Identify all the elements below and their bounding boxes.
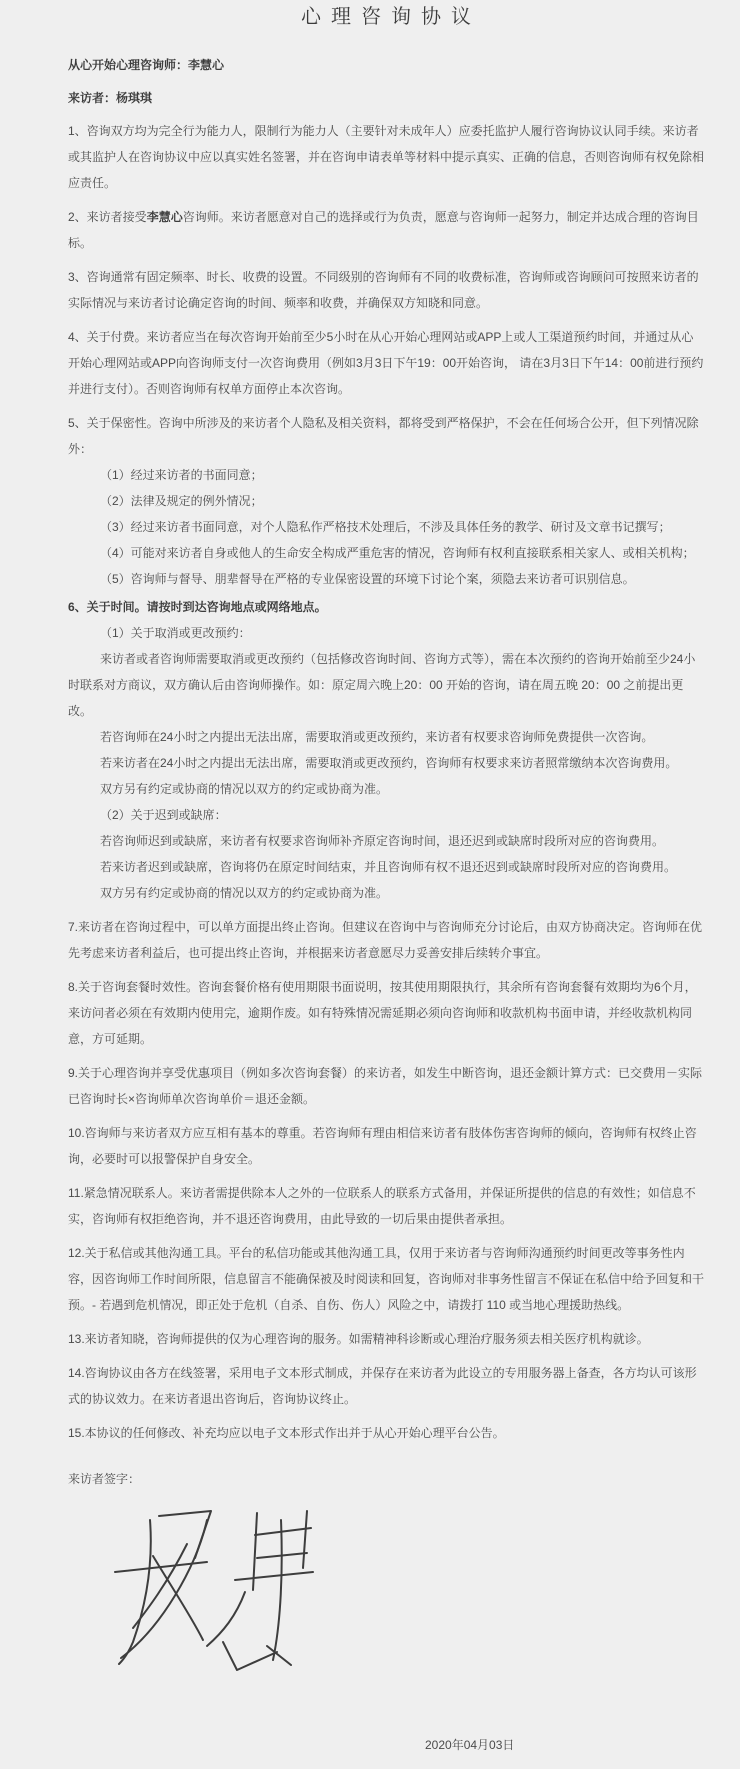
clause-6-sub2-item-3: 双方另有约定或协商的情况以双方的约定或协商为准。 [100,886,389,900]
clause-6-sub2-item-2: 若来访者迟到或缺席，咨询将仍在原定时间结束，并且咨询师有权不退还迟到或缺席时段所对应的咨询费用。 [100,860,677,874]
clause-2-pre: 2、来访者接受 [68,210,147,224]
clause-3: 3、咨询通常有固定频率、时长、收费的设置。不同级别的咨询师有不同的收费标准，咨询师或咨询顾问可按照来访者的实际情况与来访者讨论确定咨询的时间、频率和收费，并确保双方知晓和同意。 [68,270,699,310]
clause-11: 11.紧急情况联系人。来访者需提供除本人之外的一位联系人的联系方式备用，并保证所提供的信息的有效性；如信息不实，咨询师有权拒绝咨询，并不退还咨询费用，由此导致的一切后果由提供者承担。 [68,1186,696,1226]
client-line: 来访者：杨琪琪 [68,91,153,105]
clause-4: 4、关于付费。来访者应当在每次咨询开始前至少5小时在从心开始心理网站或APP上或人工渠道预约时间，并通过从心开始心理网站或APP向咨询师支付一次咨询费用（例如3月3日下午19：00开始咨询， 请在3月3日下午14：00前进行预约并进行支付）。否则咨询师有权单方面停止本次咨询。 [68,330,704,396]
clause-6-sub1-item-3: 若来访者在24小时之内提出无法出席，需要取消或更改预约，咨询师有权要求来访者照常缴纳本次咨询费用。 [100,756,678,770]
counselor-line: 从心开始心理咨询师：李慧心 [68,58,225,72]
clause-12: 12.关于私信或其他沟通工具。平台的私信功能或其他沟通工具，仅用于来访者与咨询师沟通预约时间更改等事务性内容，因咨询师工作时间所限，信息留言不能确保被及时阅读和回复，咨询师对非事务性留言不保证在私信中给予回复和干预。- 若遇到危机情况，即正处于危机（自杀、自伤、伤人）风险之中，请拨打 110 或当地心理援助热线。 [68,1246,705,1312]
clause-8: 8.关于咨询套餐时效性。咨询套餐价格有使用期限书面说明，按其使用期限执行，其余所有咨询套餐有效期均为6个月，来访问者必须在有效期内使用完，逾期作废。如有特殊情况需延期必须向咨询师和收款机构书面申请，并经收款机构同意，方可延期。 [68,980,697,1046]
clause-5 [68,410,704,592]
clause-2-counselor-name: 李慧心 [146,210,183,224]
clause-5-item-4: （4）可能对来访者自身或他人的生命安全构成严重危害的情况，咨询师有权利直接联系相关家人、或相关机构； [100,546,695,560]
clause-6-sub2-title: （2）关于迟到或缺席： [100,808,227,822]
clause-13: 13.来访者知晓，咨询师提供的仅为心理咨询的服务。如需精神科诊断或心理治疗服务须去相关医疗机构就诊。 [68,1332,649,1346]
clause-2-post: 咨询师。来访者愿意对自己的选择或行为负责，愿意与咨询师一起努力，制定并达成合理的咨询目标。 [68,210,699,250]
page-title: 心理咨询协议 [301,6,481,28]
clause-5-item-1: （1）经过来访者的书面同意； [100,468,263,482]
signature-label: 来访者签字： [68,1472,141,1486]
signature-drawing [95,1510,315,1690]
clause-6-sub1-item-1: 来访者或者咨询师需要取消或更改预约（包括修改咨询时间、咨询方式等），需在本次预约的咨询开始前至少24小时联系对方商议，双方确认后由咨询师操作。如：原定周六晚上20：00 开始的咨询，请在周五晚 20：00 之前提出更改。 [68,652,696,718]
clause-9: 9.关于心理咨询并享受优惠项目（例如多次咨询套餐）的来访者，如发生中断咨询，退还金额计算方式：已交费用－实际已咨询时长×咨询师单次咨询单价＝退还金额。 [68,1066,703,1106]
clause-6-sub2-item-1: 若咨询师迟到或缺席，来访者有权要求咨询师补齐原定咨询时间，退还迟到或缺席时段所对应的咨询费用。 [100,834,665,848]
clause-6 [68,594,704,906]
clause-5-item-2: （2）法律及规定的例外情况； [100,494,263,508]
clause-5-item-3: （3）经过来访者书面同意，对个人隐私作严格技术处理后，不涉及具体任务的教学、研讨及文章书记撰写； [100,520,671,534]
clause-1: 1、咨询双方均为完全行为能力人，限制行为能力人（主要针对未成年人）应委托监护人履行咨询协议认同手续。来访者或其监护人在咨询协议中应以真实姓名签署，并在咨询申请表单等材料中提示真实、正确的信息，否则咨询师有权免除相应责任。 [68,124,705,190]
clause-5-head: 5、关于保密性。咨询中所涉及的来访者个人隐私及相关资料，都将受到严格保护，不会在任何场合公开，但下列情况除外： [68,416,699,456]
clause-15: 15.本协议的任何修改、补充均应以电子文本形式作出并于从心开始心理平台公告。 [68,1426,505,1440]
clause-14: 14.咨询协议由各方在线签署，采用电子文本形式制成，并保存在来访者为此设立的专用服务器上备查，各方均认可该形式的协议效力。在来访者退出咨询后，咨询协议终止。 [68,1366,697,1406]
clause-6-sub1-title: （1）关于取消或更改预约： [100,626,251,640]
clause-2 [68,204,704,256]
clause-10: 10.咨询师与来访者双方应互相有基本的尊重。若咨询师有理由相信来访者有肢体伤害咨询师的倾向，咨询师有权终止咨询，必要时可以报警保护自身安全。 [68,1126,697,1166]
clause-5-item-5: （5）咨询师与督导、朋辈督导在严格的专业保密设置的环境下讨论个案，须隐去来访者可识别信息。 [100,572,635,586]
clause-6-head: 6、关于时间。请按时到达咨询地点或网络地点。 [68,600,327,614]
clause-7: 7.来访者在咨询过程中，可以单方面提出终止咨询。但建议在咨询中与咨询师充分讨论后，由双方协商决定。咨询师在优先考虑来访者利益后，也可提出终止咨询，并根据来访者意愿尽力妥善安排后续转介事宜。 [68,920,703,960]
signature-date: 2020年04月03日 [425,1738,515,1752]
clause-6-sub1-item-4: 双方另有约定或协商的情况以双方的约定或协商为准。 [100,782,389,796]
clause-6-sub1-item-2: 若咨询师在24小时之内提出无法出席，需要取消或更改预约，来访者有权要求咨询师免费提供一次咨询。 [100,730,654,744]
